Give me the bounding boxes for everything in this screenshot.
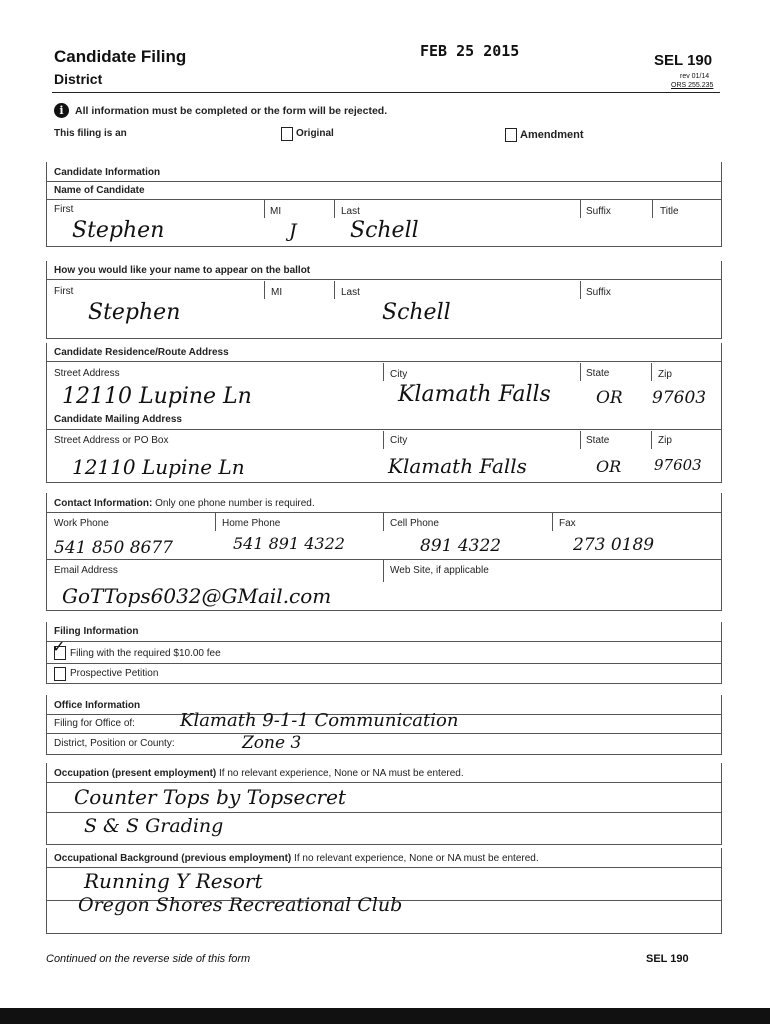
section-border <box>721 622 722 684</box>
residence-city-field[interactable]: Klamath Falls <box>398 382 551 407</box>
filing-type-label: This filing is an <box>54 128 127 139</box>
mailing-street-label: Street Address or PO Box <box>54 435 169 446</box>
residence-zip-field[interactable]: 97603 <box>652 388 707 408</box>
cell-divider <box>264 200 265 218</box>
occupation-line-1[interactable]: Counter Tops by Topsecret <box>74 785 346 809</box>
section-border <box>46 343 47 483</box>
residence-state-field[interactable]: OR <box>596 388 623 408</box>
row-rule <box>46 429 722 430</box>
row-rule <box>46 512 722 513</box>
section-border <box>721 848 722 934</box>
mailing-zip-field[interactable]: 97603 <box>654 456 702 474</box>
cell-divider <box>580 281 581 299</box>
cell-divider <box>651 431 652 449</box>
row-rule <box>46 181 722 182</box>
cell-divider <box>334 200 335 218</box>
row-rule <box>46 338 722 339</box>
district-label: District, Position or County: <box>54 738 175 749</box>
residence-city-label: City <box>390 369 408 380</box>
row-rule <box>46 482 722 483</box>
contact-heading-title: Contact Information: <box>54 498 153 509</box>
mailing-city-field[interactable]: Klamath Falls <box>388 454 527 478</box>
row-rule <box>46 782 722 783</box>
row-rule <box>46 733 722 734</box>
occupation-heading-title: Occupation (present employment) <box>54 768 217 779</box>
residence-street-field[interactable]: 12110 Lupine Ln <box>62 384 252 409</box>
cell-phone-label: Cell Phone <box>390 518 439 529</box>
background-heading-title: Occupational Background (previous employment) <box>54 853 292 864</box>
email-label: Email Address <box>54 565 118 576</box>
first-name-label: First <box>54 204 74 215</box>
continued-note: Continued on the reverse side of this form <box>46 953 251 965</box>
checkmark-icon: ✓ <box>52 639 66 656</box>
ballot-last-label: Last <box>341 287 360 298</box>
residence-state-label: State <box>586 368 610 379</box>
mailing-state-field[interactable]: OR <box>596 457 622 476</box>
form-statute: ORS 255.235 <box>671 82 714 89</box>
row-rule <box>46 610 722 611</box>
section-border <box>46 261 47 339</box>
header-rule <box>52 92 720 93</box>
contact-heading-note: Only one phone number is required. <box>155 498 315 509</box>
info-icon: i <box>54 103 69 118</box>
ballot-name-heading: How you would like your name to appear on the ballot <box>54 265 311 276</box>
mailing-state-label: State <box>586 435 610 446</box>
first-name-field[interactable]: Stephen <box>72 218 165 243</box>
cell-divider <box>264 281 265 299</box>
section-border <box>46 622 47 684</box>
section-border <box>46 695 47 755</box>
ballot-mi-label: MI <box>271 287 283 298</box>
mailing-street-field[interactable]: 12110 Lupine Ln <box>72 455 245 479</box>
cell-divider <box>580 431 581 449</box>
row-rule <box>46 754 722 755</box>
fax-label: Fax <box>559 518 576 529</box>
candidate-info-heading: Candidate Information <box>54 167 161 178</box>
ballot-first-label: First <box>54 286 74 297</box>
section-border <box>721 162 722 246</box>
last-name-field[interactable]: Schell <box>350 218 419 243</box>
original-checkbox[interactable] <box>281 127 293 141</box>
email-field[interactable]: GoTTops6032@GMail.com <box>62 584 332 608</box>
name-of-candidate-label: Name of Candidate <box>54 185 145 196</box>
office-field[interactable]: Klamath 9-1-1 Communication <box>180 710 459 731</box>
row-rule <box>46 683 722 684</box>
row-rule <box>46 933 722 934</box>
row-rule <box>46 844 722 845</box>
section-border <box>721 343 722 483</box>
row-rule <box>46 199 722 200</box>
row-rule <box>46 812 722 813</box>
mailing-zip-label: Zip <box>658 435 672 446</box>
mi-label: MI <box>270 206 282 217</box>
mi-field[interactable]: J <box>289 220 297 242</box>
office-info-heading: Office Information <box>54 700 141 711</box>
amendment-label: Amendment <box>520 129 584 141</box>
section-border <box>721 763 722 845</box>
cell-divider <box>652 200 653 218</box>
fax-field[interactable]: 273 0189 <box>573 535 655 555</box>
section-border <box>46 848 47 934</box>
row-rule <box>46 279 722 280</box>
suffix-label: Suffix <box>586 206 611 217</box>
home-phone-field[interactable]: 541 891 4322 <box>233 534 345 553</box>
form-revision: rev 01/14 <box>680 73 710 80</box>
contact-heading <box>54 498 315 509</box>
fee-option-label: Filing with the required $10.00 fee <box>70 648 221 659</box>
residence-zip-label: Zip <box>658 369 672 380</box>
background-line-2[interactable]: Oregon Shores Recreational Club <box>78 894 403 916</box>
cell-divider <box>580 363 581 381</box>
received-date-stamp: FEB 25 2015 <box>420 42 520 60</box>
last-name-label: Last <box>341 206 360 217</box>
section-border <box>46 763 47 845</box>
cell-divider <box>580 200 581 218</box>
notice-text: All information must be completed or the form will be rejected. <box>75 105 388 117</box>
work-phone-field[interactable]: 541 850 8677 <box>54 538 173 558</box>
office-label: Filing for Office of: <box>54 718 135 729</box>
form-subtitle: District <box>54 71 103 87</box>
row-rule <box>46 246 722 247</box>
section-border <box>721 261 722 339</box>
residence-street-label: Street Address <box>54 368 120 379</box>
cell-divider <box>383 431 384 449</box>
cell-divider <box>334 281 335 299</box>
ballot-first-field[interactable]: Stephen <box>88 300 181 325</box>
occupation-line-2[interactable]: S & S Grading <box>84 815 224 837</box>
occupation-heading <box>54 768 464 779</box>
row-rule <box>46 361 722 362</box>
section-border <box>46 162 47 246</box>
form-title: Candidate Filing <box>54 47 187 66</box>
cell-divider <box>552 513 553 531</box>
scan-edge <box>0 1008 770 1024</box>
mailing-city-label: City <box>390 435 408 446</box>
row-rule <box>46 641 722 642</box>
section-border <box>721 493 722 611</box>
mailing-heading: Candidate Mailing Address <box>54 414 182 425</box>
section-border <box>46 493 47 611</box>
section-border <box>721 695 722 755</box>
background-line-1[interactable]: Running Y Resort <box>84 869 263 893</box>
cell-divider <box>383 363 384 381</box>
home-phone-label: Home Phone <box>222 518 281 529</box>
row-rule <box>46 559 722 560</box>
work-phone-label: Work Phone <box>54 518 109 529</box>
background-heading-note: If no relevant experience, None or NA must be entered. <box>294 853 539 864</box>
district-field[interactable]: Zone 3 <box>242 733 302 753</box>
cell-divider <box>651 363 652 381</box>
cell-divider <box>383 513 384 531</box>
footer-form-code: SEL 190 <box>646 953 689 965</box>
cell-phone-field[interactable]: 891 4322 <box>420 536 502 556</box>
ballot-suffix-label: Suffix <box>586 287 611 298</box>
petition-option-label: Prospective Petition <box>70 668 159 679</box>
background-heading <box>54 853 539 864</box>
original-label: Original <box>296 128 334 139</box>
row-rule <box>46 867 722 868</box>
cell-divider <box>383 560 384 582</box>
amendment-checkbox[interactable] <box>505 128 517 142</box>
residence-heading: Candidate Residence/Route Address <box>54 347 229 358</box>
ballot-last-field[interactable]: Schell <box>382 300 451 325</box>
website-label: Web Site, if applicable <box>390 565 489 576</box>
row-rule <box>46 663 722 664</box>
occupation-heading-note: If no relevant experience, None or NA must be entered. <box>219 768 464 779</box>
petition-checkbox[interactable] <box>54 667 66 681</box>
title-label: Title <box>660 206 679 217</box>
form-code: SEL 190 <box>654 52 713 69</box>
filing-info-heading: Filing Information <box>54 626 139 637</box>
cell-divider <box>215 513 216 531</box>
